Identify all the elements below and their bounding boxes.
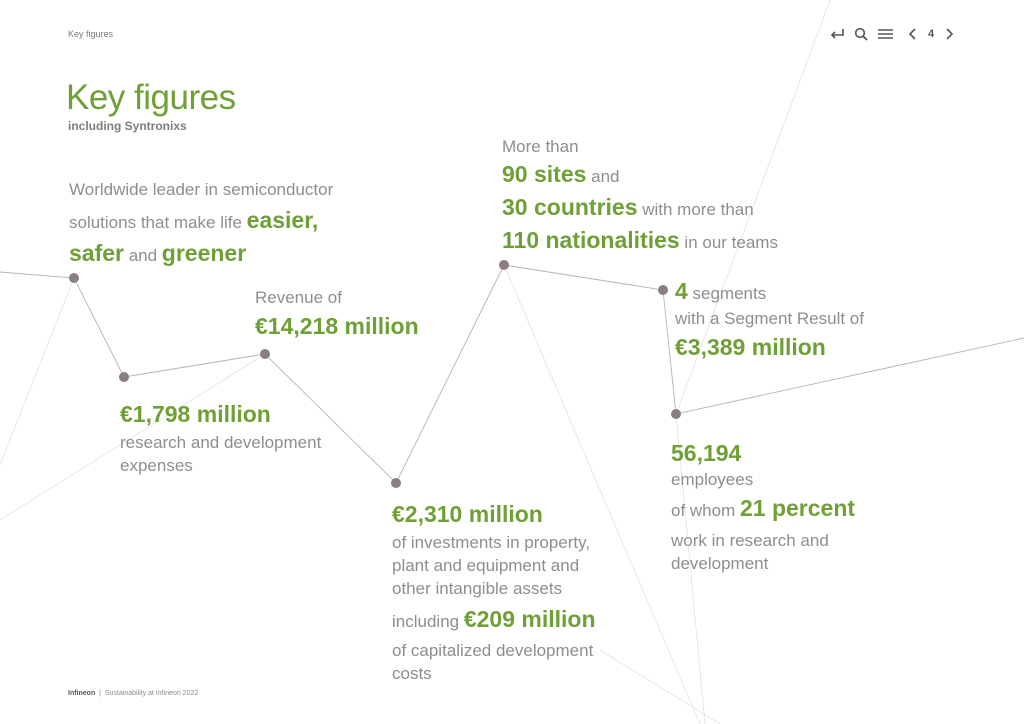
employees-figure (671, 436, 855, 575)
nationalities-value: 110 nationalities (502, 227, 680, 253)
sites-value: 90 sites (502, 161, 587, 187)
rd-value: €1,798 million (120, 401, 271, 427)
countries-value: 30 countries (502, 194, 638, 220)
employees-label: employees (671, 470, 754, 489)
chevron-left-icon[interactable] (904, 25, 922, 43)
segments-line-2: with a Segment Result of (675, 309, 864, 328)
navigation-bar (828, 24, 958, 44)
capitalized-value: €209 million (463, 606, 596, 632)
employees-whom-line: of whom 21 percent (671, 495, 856, 521)
investments-line-2: plant and equipment and (392, 556, 580, 575)
segment-result-value: €3,389 million (675, 334, 826, 360)
page-subtitle: including Syntronixs (68, 119, 187, 133)
capitalized-line-1: of capitalized development (392, 641, 594, 660)
segments-line: 4 segments (675, 278, 767, 304)
investments-line-1: of investments in property, (392, 533, 591, 552)
timeline-dot (671, 409, 681, 419)
timeline-dot (658, 285, 668, 295)
timeline-dot (391, 478, 401, 488)
leader-greener: greener (161, 240, 247, 266)
employees-count: 56,194 (671, 440, 742, 466)
menu-icon[interactable] (876, 25, 894, 43)
sites-intro: More than (502, 137, 579, 156)
rd-figure (120, 397, 321, 477)
footer (68, 690, 198, 697)
employees-percent: 21 percent (739, 495, 856, 521)
timeline-dot (69, 273, 79, 283)
investments-figure (392, 497, 596, 685)
nationalities-line: 110 nationalities in our teams (502, 227, 778, 253)
investments-line-3: other intangible assets (392, 579, 563, 598)
leader-statement (69, 175, 333, 271)
footer-brand: Infineon (68, 690, 96, 697)
employees-line-3: work in research and (671, 531, 829, 550)
page-number: 4 (928, 28, 935, 40)
segments-figure (675, 276, 864, 365)
page-title: Key figures (66, 78, 236, 117)
countries-line: 30 countries with more than (502, 194, 754, 220)
footer-divider: | (97, 690, 103, 697)
revenue-figure (255, 287, 419, 343)
leader-line-2: solutions that make life easier, (69, 207, 319, 233)
revenue-label: Revenue of (255, 288, 342, 307)
footer-text: Sustainability at Infineon 2022 (104, 690, 199, 697)
chevron-right-icon[interactable] (940, 25, 958, 43)
revenue-value: €14,218 million (255, 313, 419, 339)
search-icon[interactable] (852, 25, 870, 43)
segments-count: 4 (675, 278, 688, 304)
timeline-dot (119, 372, 129, 382)
leader-line-1: Worldwide leader in semiconductor (69, 180, 334, 199)
timeline-dot (499, 260, 509, 270)
leader-line-3: safer and greener (69, 240, 247, 266)
rd-line-1: research and development (120, 433, 322, 452)
sites-line: 90 sites and (502, 161, 620, 187)
leader-safer: safer (69, 240, 124, 266)
investments-value: €2,310 million (392, 501, 543, 527)
section-label: Key figures (68, 29, 114, 39)
timeline-dot (260, 349, 270, 359)
return-icon[interactable] (828, 25, 846, 43)
capitalized-line-2: costs (392, 664, 432, 683)
capitalized-line: including €209 million (392, 606, 596, 632)
leader-easier: easier, (246, 207, 319, 233)
rd-line-2: expenses (120, 456, 193, 475)
sites-figure (502, 135, 778, 258)
employees-line-4: development (671, 554, 769, 573)
